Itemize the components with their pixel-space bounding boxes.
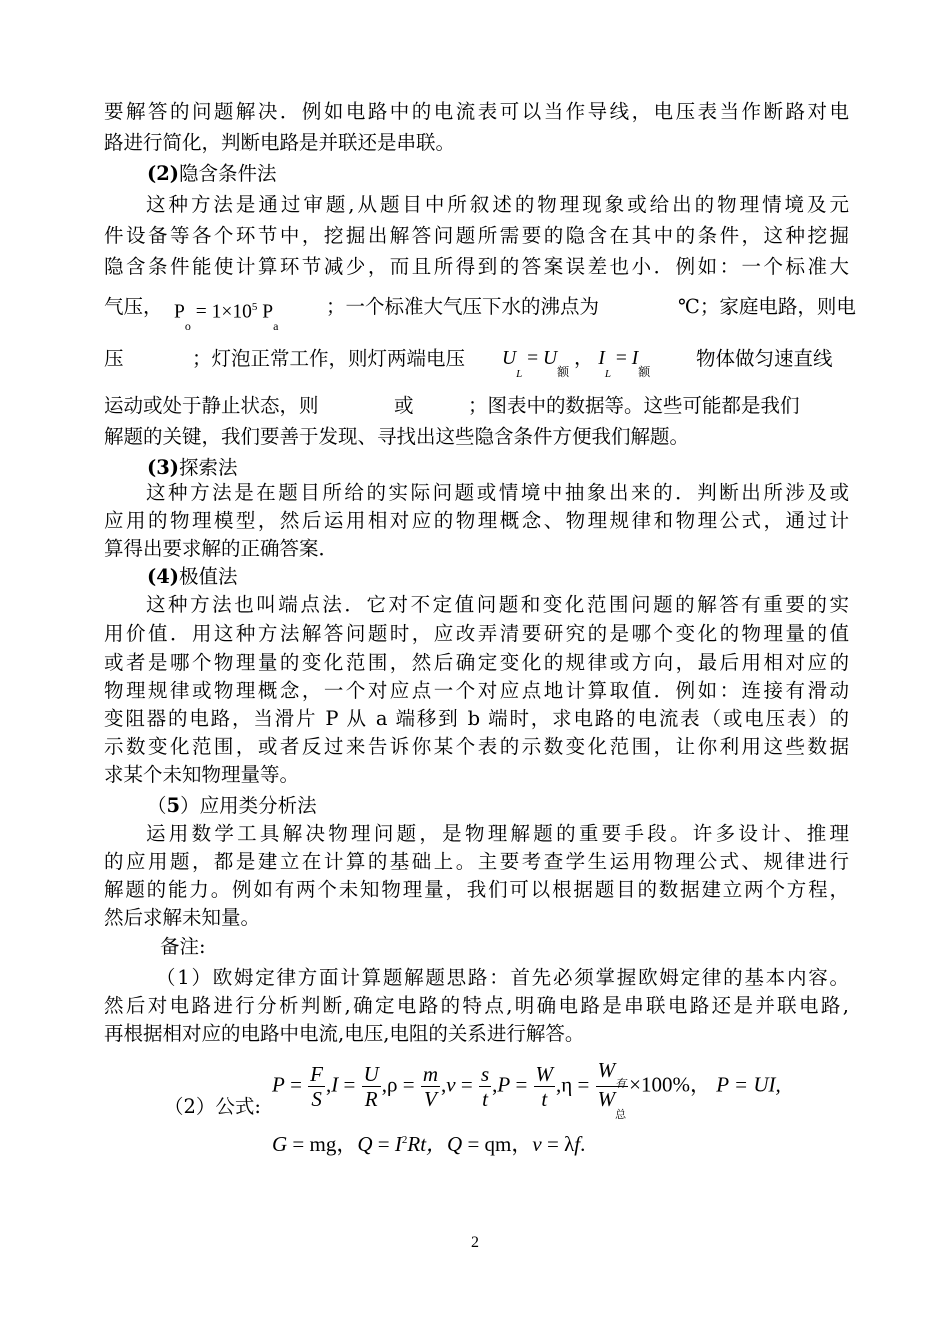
symbol-f: f [574,1132,581,1156]
symbol-P: P [272,1072,285,1097]
heading-number: (2) [147,162,180,185]
paragraph-line [104,393,849,419]
text-run: 运动或处于静止状态，则 [104,394,319,417]
page-number: 2 [471,1234,479,1251]
text-run: 压 [104,347,124,370]
period: . [580,1132,586,1156]
symbol-W: W [597,1058,616,1082]
symbol-W: W [597,1087,616,1111]
paragraph-line: 这种方法是通过审题,从题目中所叙述的物理现象或给出的物理情境及元 [146,193,849,216]
formula-value: = 1×10 [195,301,252,323]
formula-qm: = qm， [467,1132,533,1156]
paragraph-line: 或者是哪个物理量的变化范围，然后确定变化的规律或方向，最后用相对应的 [104,651,849,674]
formula-row-1: P = $\frac{F}{S}$ ,I = $\frac{U}{R}$ ,ρ = $\frac{m}{V}$ ,v = $\frac{s}{t}$ ,P = $\frac{W}{t}$ ,η = $\frac{W_有}{W_总}$ ×100%， P = UI, [272,1058,781,1121]
formula-lambda: = λ [546,1132,575,1156]
heading-text: 探索法 [179,456,238,479]
symbol-eta: η [561,1072,573,1097]
text-run: 物体做匀速直线 [696,347,833,370]
subscript-rated: 额 [557,365,570,379]
denominator [596,1087,629,1121]
heading-number: (4) [147,565,180,588]
formula-Rt: Rt， [407,1132,448,1156]
subscript-rated: 额 [638,365,651,379]
denominator: R [364,1087,378,1111]
heading-text: ）应用类分析法 [180,794,317,817]
paragraph-line: 用价值．用这种方法解答问题时，应改弄清要研究的是哪个变化的物理量的值 [104,622,849,645]
heading-number: (3) [147,456,180,479]
paragraph-line: 算得出要求解的正确答案． [104,537,339,560]
paragraph-line: 运用数学工具解决物理问题，是物理解题的重要手段。许多设计、推理 [146,822,849,845]
fraction-U-R [362,1062,381,1111]
symbol-G: G [272,1132,288,1156]
percent: ×100% [629,1072,690,1097]
symbol-P: P [497,1072,511,1097]
paragraph-line: 求某个未知物理量等。 [104,763,300,786]
symbol-I: I [598,348,605,369]
text-run: ；灯泡正常工作，则灯两端电压 [192,347,466,370]
paragraph-line: 然后求解未知量。 [104,906,261,929]
fraction-F-S [308,1062,325,1111]
formula-mg: = mg， [292,1132,358,1156]
subscript-useful: 有 [615,1078,627,1090]
denominator: t [482,1087,488,1111]
section-heading-4 [147,564,892,590]
section-heading-3 [147,455,892,481]
note-label: 备注: [160,935,206,958]
paragraph-line-formula [104,346,849,380]
text-run: ；图表中的数据等。这些可能都是我们 [468,394,800,417]
paragraph-line: 这种方法是在题目所给的实际问题或情境中抽象出来的．判断出所涉及或 [146,481,849,504]
symbol-v: v [446,1072,456,1097]
text-run: 或 [394,394,414,417]
paragraph-line: 再根据相对应的电路中电流,电压,电阻的关系进行解答。 [104,1022,585,1045]
symbol-I: I [331,1072,339,1097]
paragraph-line: 件设备等各个环节中，挖掘出解答问题所需要的隐含在其中的条件，这种挖掘 [104,224,849,247]
subscript-total: 总 [615,1109,627,1121]
section-heading-5 [147,793,892,819]
paragraph-line: 路进行简化，判断电路是并联还是串联。 [104,131,456,154]
formula-PUI: P = UI, [716,1072,781,1097]
numerator [596,1058,629,1090]
numerator: m [422,1062,439,1086]
symbol-U: U [542,348,558,369]
text-run: 气压， [104,295,163,318]
heading-text: 极值法 [179,565,238,588]
numerator: s [480,1062,490,1086]
subscript-L: L [516,368,523,380]
text-run: ；一个标准大气压下水的沸点为 [326,295,600,318]
heading-bracket: （ [147,794,167,817]
pressure-formula [174,294,279,333]
paragraph-line: 的应用题，都是建立在计算的基础上。主要考查学生运用物理公式、规律进行 [104,850,849,873]
symbol-rho: ρ [387,1072,398,1097]
heading-text: 隐含条件法 [179,162,277,185]
section-heading-2 [147,161,892,187]
paragraph-line: 然后对电路进行分析判断,确定电路的特点,明确电路是串联电路还是并联电路, [104,994,849,1017]
symbol-Q: Q [447,1132,463,1156]
paragraph-line: 这种方法也叫端点法．它对不定值问题和变化范围问题的解答有重要的实 [146,593,849,616]
subscript-o: o [184,318,191,333]
paragraph-line: 解题的能力。例如有两个未知物理量，我们可以根据题目的数据建立两个方程， [104,878,849,901]
fraction-s-t [479,1062,491,1111]
fraction-m-V [421,1062,440,1111]
symbol-v: v [532,1132,542,1156]
numerator: F [310,1062,323,1086]
subscript-L: L [604,368,611,380]
exponent: 5 [251,301,258,313]
symbol-U: U [502,348,517,369]
paragraph-line: 物理规律或物理概念，一个对应点一个对应点地计算取值．例如：连接有滑动 [104,679,849,702]
symbol-P: P [262,301,274,323]
equals-sign: = [615,348,627,369]
numerator: U [363,1062,379,1086]
formula-row-2: G = mg，$Q = I^2Rt$，Q = qm，v = λf. [272,1132,586,1156]
fraction-efficiency [596,1058,629,1121]
paragraph-line: 变阻器的电路，当滑片 P 从 a 端移到 b 端时，求电路的电流表（或电压表）的 [104,707,849,730]
formula-label: （2）公式: [164,1095,261,1118]
paragraph-line: 隐含条件能使计算环节减少，而且所得到的答案误差也小．例如：一个标准大 [104,255,849,278]
paragraph-line: 应用的物理模型，然后运用相对应的物理概念、物理规律和物理公式，通过计 [104,509,849,532]
exponent-2: 2 [401,1134,408,1146]
numerator: W [535,1062,554,1086]
symbol-P: P [174,301,185,323]
symbol-I: I [394,1132,402,1156]
denominator: t [541,1087,548,1111]
heading-number: 5 [166,794,181,817]
denominator: S [311,1087,322,1111]
fraction-W-t [534,1062,556,1111]
paragraph-line: 要解答的问题解决．例如电路中的电流表可以当作导线，电压表当作断路对电 [104,100,849,123]
paragraph-line: 示数变化范围，或者反过来告诉你某个表的示数变化范围，让你利用这些数据 [104,735,849,758]
subscript-a: a [273,318,279,333]
paragraph-line: （1）欧姆定律方面计算题解题思路：首先必须掌握欧姆定律的基本内容。 [156,966,849,989]
symbol-Q: Q [357,1132,373,1156]
paragraph-line-formula [104,294,856,333]
equals-sign: = [527,348,539,369]
text-run: ℃；家庭电路，则电 [678,295,856,318]
voltage-formula: $U_L = U_额$ ， $I_L = I_额$ [502,348,651,380]
paragraph-line: 解题的关键，我们要善于发现、寻找出这些隐含条件方便我们解题。 [104,425,690,448]
symbol-I: I [631,348,639,369]
denominator: V [424,1087,437,1111]
